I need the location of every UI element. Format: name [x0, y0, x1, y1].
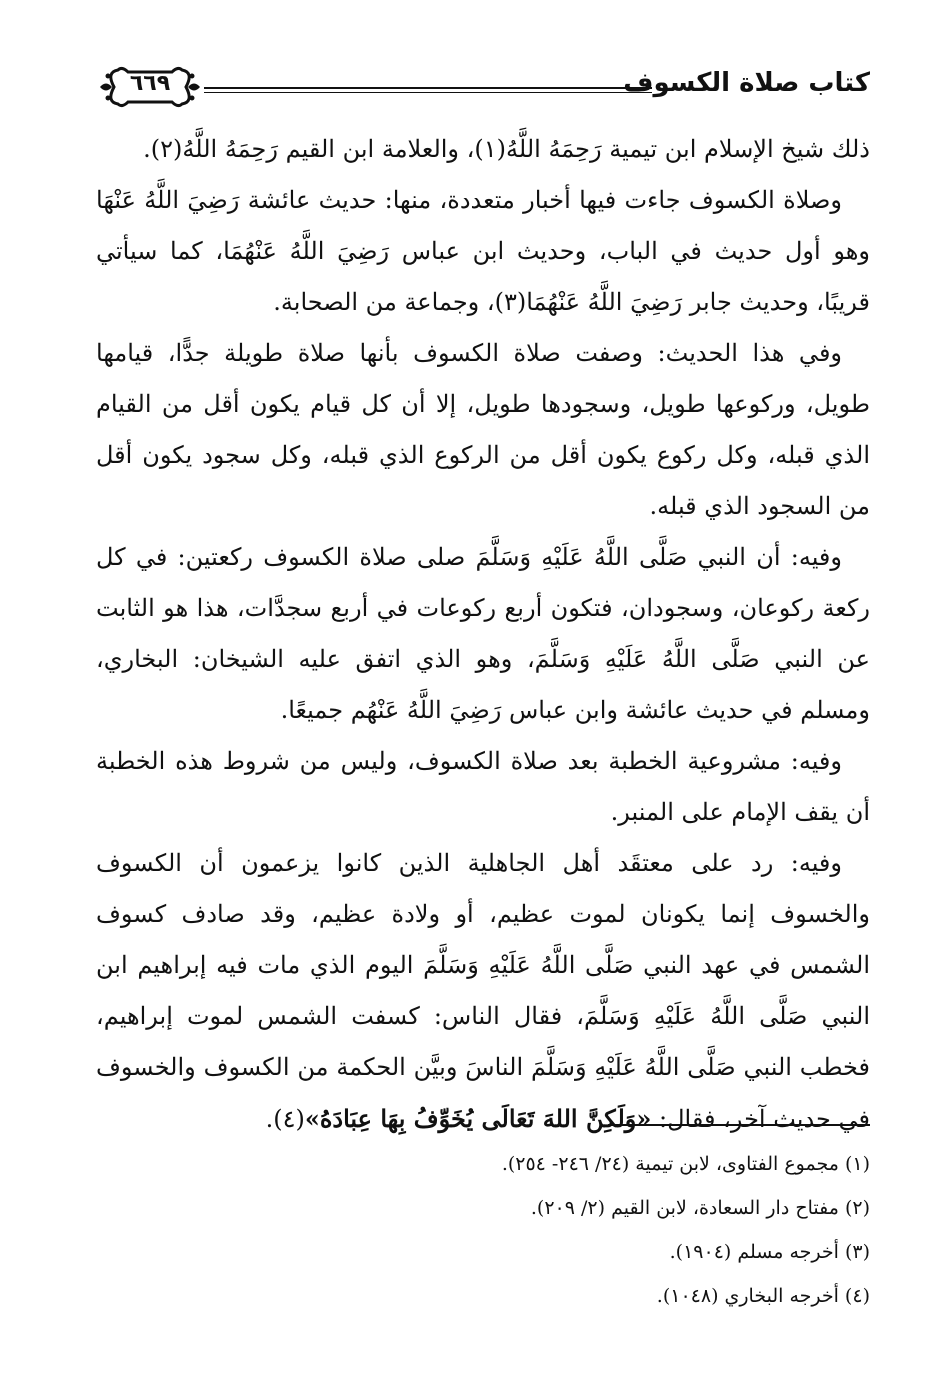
footnote-item: (٢) مفتاح دار السعادة، لابن القيم (٢/ ٢٠٩).: [530, 1197, 870, 1219]
footnotes: [170, 1142, 870, 1318]
header-rule: [204, 87, 652, 93]
page-number: ٦٦٩: [129, 71, 171, 96]
footnote-item: (٣) أخرجه مسلم (١٩٠٤).: [669, 1241, 870, 1263]
book-title: كتاب صلاة الكسوف: [623, 68, 870, 98]
paragraph: وصلاة الكسوف جاءت فيها أخبار متعددة، منها: حديث عائشة رَضِيَ اللَّهُ عَنْهَا وهو أول حديث في الباب، وحديث ابن عباس رَضِيَ اللَّهُ عَنْهُمَا، كما سيأتي قريبًا، وحديث جابر رَضِيَ اللَّهُ عَنْهُمَا(٣)، وجماعة من الصحابة.: [96, 186, 870, 316]
paragraph: وفيه: مشروعية الخطبة بعد صلاة الكسوف، وليس من شروط هذه الخطبة أن يقف الإمام على المنبر.: [96, 747, 870, 826]
footnote-reference: (٤).: [265, 1105, 305, 1133]
footnote-item: (١) مجموع الفتاوى، لابن تيمية (٢٤/ ٢٤٦- ٢٥٤).: [501, 1153, 870, 1175]
paragraph-text: وفيه: رد على معتقَد أهل الجاهلية الذين كانوا يزعمون أن الكسوف والخسوف إنما يكونان لموت عظيم، أو ولادة عظيم، وقد صادف كسوف الشمس في عهد النبي صَلَّى اللَّهُ عَلَيْهِ وَسَلَّمَ اليوم الذي مات فيه إبراهيم ابن النبي صَلَّى اللَّهُ عَلَيْهِ وَسَلَّمَ، فقال الناس: كسفت الشمس لموت إبراهيم، فخطب النبي صَلَّى اللَّهُ عَلَيْهِ وَسَلَّمَ الناسَ وبيَّن الحكمة من الكسوف والخسوف في حديث آخر، فقال:: [96, 849, 870, 1133]
paragraph: وفي هذا الحديث: وصفت صلاة الكسوف بأنها صلاة طويلة جدًّا، قيامها طويل، وركوعها طويل، وسجودها طويل، إلا أن كل قيام يكون أقل من القيام الذي قبله، وكل ركوع يكون أقل من الركوع الذي قبله، وكل سجود يكون أقل من السجود الذي قبله.: [96, 339, 870, 520]
page-header: [96, 64, 870, 112]
paragraph: [96, 838, 870, 1145]
hadith-quote: «وَلَكِنَّ اللهَ تَعَالَى يُخَوِّفُ بِهَا عِبَادَهُ»: [304, 1104, 652, 1133]
page-number-ornament: [96, 64, 204, 110]
footnote-separator: [608, 1124, 870, 1126]
paragraph: وفيه: أن النبي صَلَّى اللَّهُ عَلَيْهِ وَسَلَّمَ صلى صلاة الكسوف ركعتين: في كل ركعة ركوعان، وسجودان، فتكون أربع ركوعات في أربع سجدَّات، هذا هو الثابت عن النبي صَلَّى اللَّهُ عَلَيْهِ وَسَلَّمَ، وهو الذي اتفق عليه الشيخان: البخاري، ومسلم في حديث عائشة وابن عباس رَضِيَ اللَّهُ عَنْهُم جميعًا.: [96, 543, 870, 724]
footnote-item: (٤) أخرجه البخاري (١٠٤٨).: [656, 1285, 870, 1307]
main-text: [96, 124, 870, 1145]
paragraph: ذلك شيخ الإسلام ابن تيمية رَحِمَهُ اللَّهُ(١)، والعلامة ابن القيم رَحِمَهُ اللَّهُ(٢).: [143, 135, 870, 163]
